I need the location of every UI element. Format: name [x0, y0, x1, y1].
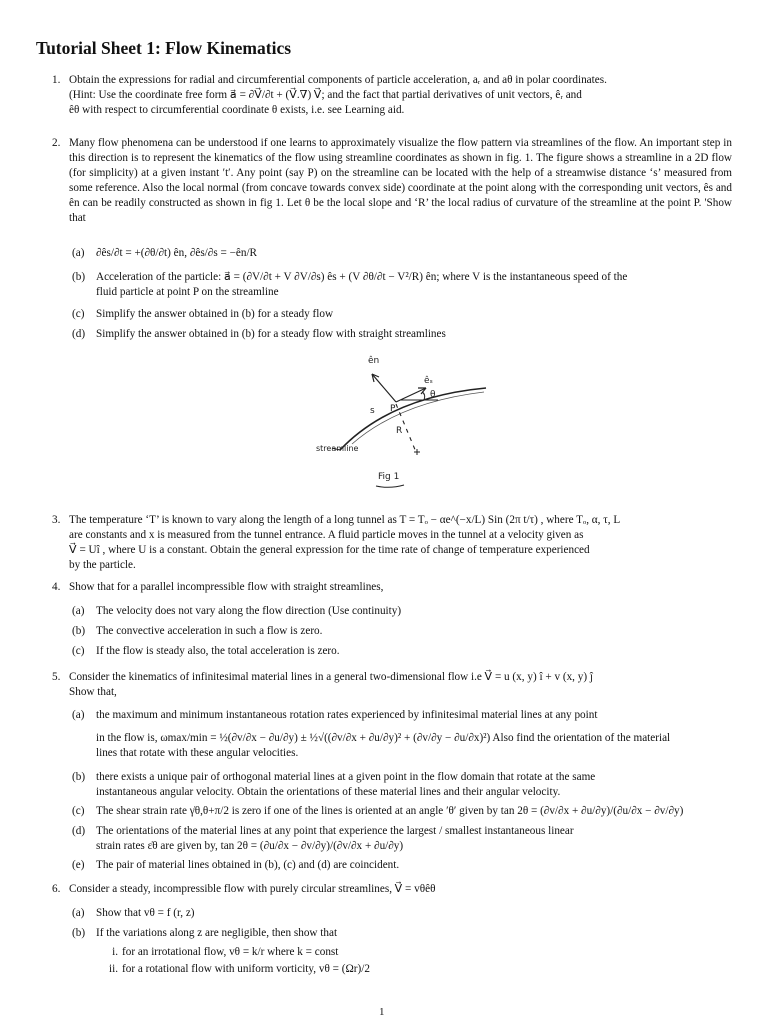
question-number: 1. — [52, 74, 61, 86]
question-text — [69, 513, 732, 573]
q3-line-2: are constants and x is measured from the tunnel entrance. A fluid particle moves in the tunnel at a velocity given as — [69, 529, 584, 541]
part-text — [96, 270, 732, 300]
question-1 — [52, 73, 732, 123]
subpart-label: i. — [112, 946, 118, 958]
q1-line-2: (Hint: Use the coordinate free form a⃗ = ∂V⃗/∂t + (V⃗.∇) V⃗; and the fact that partial derivatives of unit vectors, êᵣ and — [69, 89, 582, 101]
q2-b-line-1: Acceleration of the particle: a⃗ = (∂V/∂t + V ∂V/∂s) ês + (V ∂θ/∂t − V²/R) ên; where V is the instantaneous speed of the — [96, 271, 628, 283]
q5-d-line-1: The orientations of the material lines at any point that experience the largest / smallest instantaneous linear — [96, 825, 574, 837]
en-vector — [372, 374, 396, 402]
question-5 — [52, 670, 732, 700]
center-mark — [414, 449, 420, 455]
part-text: If the flow is steady also, the total acceleration is zero. — [96, 645, 340, 657]
q5-d-line-2: strain rates ε̇θ are given by, tan 2θ = (∂u/∂x − ∂v/∂y)/(∂v/∂x + ∂u/∂y) — [96, 840, 404, 852]
part-label: (c) — [72, 805, 85, 817]
part-text: The shear strain rate γ̇θ,θ+π/2 is zero if one of the lines is oriented at an angle ′θ′ given by tan 2θ = (∂v/∂x + ∂u/∂y)/(∂u/∂x − ∂v/∂y) — [96, 805, 684, 817]
q5-a-line-3: lines that rotate with these angular velocities. — [96, 747, 299, 759]
part-text: Simplify the answer obtained in (b) for a steady flow with straight streamlines — [96, 328, 446, 340]
part-text — [96, 824, 732, 854]
es-label: êₛ — [424, 376, 433, 386]
part-label: (b) — [72, 625, 86, 637]
part-text: If the variations along z are negligible, then show that — [96, 927, 338, 939]
subpart-text: for a rotational flow with uniform vorticity, vθ = (Ωr)/2 — [122, 963, 370, 975]
part-label: (b) — [72, 771, 86, 783]
q3-line-4: by the particle. — [69, 559, 136, 571]
subpart-label: ii. — [108, 963, 118, 975]
part-label: (e) — [72, 859, 85, 871]
point-p-label: P — [390, 404, 396, 414]
part-label: (a) — [72, 247, 85, 259]
part-text: The pair of material lines obtained in (b), (c) and (d) are coincident. — [96, 859, 400, 871]
question-number: 3. — [52, 514, 61, 526]
subpart-text: for an irrotational flow, vθ = k/r where k = const — [122, 946, 339, 958]
part-label: (b) — [72, 927, 86, 939]
question-text: Many flow phenomena can be understood if one learns to approximately visualize the flow pattern via streamlines of the flow. An important step in this direction is to represent the kinematics of the flow using streamline coordinates as shown in fig. 1. The figure shows a streamline in a 2D flow (for simplicity) at a given instant ′t′. Any point (say P) on the streamline can be located with the help of a streamwise distance ‘s’ measured from some reference. Also the local normal (from concave towards convex side) coordinate at the point along with the corresponding unit vectors, ês and ên can be readily constructed as shown in fig 1. Let θ be the local slope and ‘R’ the local radius of curvature of the streamline at the point P. 'Show that — [69, 137, 732, 224]
streamline-label: streamline — [316, 444, 359, 453]
r-label: R — [396, 426, 403, 436]
en-label: ên — [368, 356, 380, 366]
streamline-diagram — [300, 352, 500, 494]
part-label: (a) — [72, 605, 85, 617]
part-text: The convective acceleration in such a flow is zero. — [96, 625, 323, 637]
s-label: s — [370, 406, 375, 416]
page-title: Tutorial Sheet 1: Flow Kinematics — [36, 38, 292, 58]
question-2 — [52, 136, 732, 244]
q5-a-line-2: in the flow is, ωmax/min = ½(∂v/∂x − ∂u/∂y) ± ½√((∂v/∂x + ∂u/∂y)² + (∂v/∂y − ∂u/∂x)²) Also find the orientation of the material — [96, 732, 671, 744]
part-text — [96, 770, 732, 800]
part-text: The velocity does not vary along the flow direction (Use continuity) — [96, 605, 402, 617]
question-text — [69, 73, 732, 118]
q3-line-1: The temperature ‘T’ is known to vary along the length of a long tunnel as T = Tₒ − αe^(−x/L) Sin (2π t/τ) , where Tₒ, α, τ, L — [69, 514, 621, 526]
question-number: 6. — [52, 883, 61, 895]
q3-line-3: V⃗ = Uî , where U is a constant. Obtain the general expression for the time rate of change of temperature experienced — [69, 544, 590, 556]
question-3 — [52, 513, 732, 573]
part-text: Simplify the answer obtained in (b) for a steady flow — [96, 308, 334, 320]
question-text: Consider a steady, incompressible flow with purely circular streamlines, V⃗ = vθêθ — [69, 883, 436, 895]
page-number: 1 — [379, 1006, 385, 1018]
part-text: ∂ês/∂t = +(∂θ/∂t) ên, ∂ês/∂s = −ên/R — [96, 247, 258, 259]
q5-line-2: Show that, — [69, 686, 117, 698]
part-label: (a) — [72, 709, 85, 721]
part-label: (c) — [72, 308, 85, 320]
q5-b-line-1: there exists a unique pair of orthogonal material lines at a given point in the flow domain that rotate at the same — [96, 771, 596, 783]
caption-underline — [376, 485, 404, 487]
q5-a-line-1: the maximum and minimum instantaneous rotation rates experienced by infinitesimal material lines at any point — [96, 709, 598, 721]
question-number: 4. — [52, 581, 61, 593]
part-label: (c) — [72, 645, 85, 657]
q5-b-line-2: instantaneous angular velocity. Obtain the orientations of these material lines and their angular velocity. — [96, 786, 561, 798]
theta-label: θ — [430, 390, 436, 400]
question-text: Show that for a parallel incompressible flow with straight streamlines, — [69, 581, 384, 593]
q2-b-line-2: fluid particle at point P on the streamline — [96, 286, 279, 298]
figure-1-sketch — [300, 352, 500, 494]
part-label: (b) — [72, 271, 86, 283]
question-text — [69, 670, 732, 700]
part-label: (d) — [72, 328, 86, 340]
part-text — [96, 708, 732, 761]
part-label: (a) — [72, 907, 85, 919]
part-text: Show that vθ = f (r, z) — [96, 907, 195, 919]
q1-line-3: êθ with respect to circumferential coordinate θ exists, i.e. see Learning aid. — [69, 104, 405, 116]
figure-caption: Fig 1 — [378, 472, 400, 482]
q1-line-1: Obtain the expressions for radial and circumferential components of particle acceleration, aᵣ and aθ in polar coordinates. — [69, 74, 607, 86]
q5-line-1: Consider the kinematics of infinitesimal material lines in a general two-dimensional flow i.e V⃗ = u (x, y) î + v (x, y) ĵ — [69, 671, 594, 683]
question-number: 5. — [52, 671, 61, 683]
streamline-curve — [340, 388, 486, 450]
part-label: (d) — [72, 825, 86, 837]
question-number: 2. — [52, 137, 61, 149]
